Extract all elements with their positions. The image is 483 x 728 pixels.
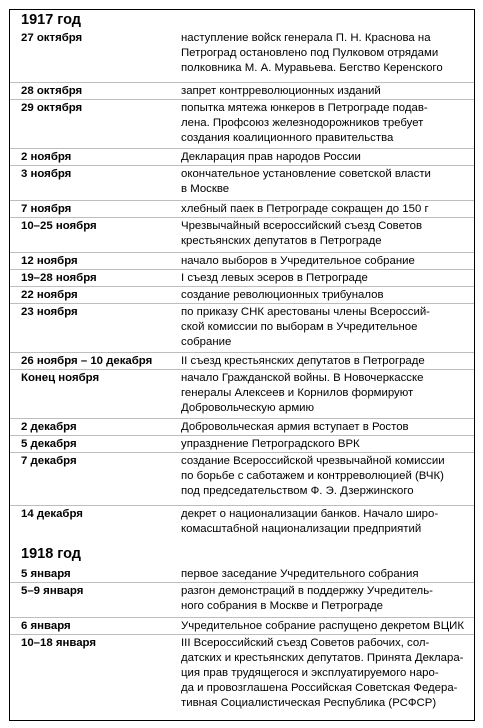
event-description: Учредительное собрание распущено декретом ВЦИК [181, 620, 464, 632]
event-date: 22 ноября [21, 289, 78, 301]
event-date: 2 ноября [21, 151, 72, 163]
event-date: 29 октября [21, 102, 83, 114]
table-row [10, 83, 474, 100]
event-date: 2 декабря [21, 421, 77, 433]
year-heading: 1917 год [21, 12, 82, 28]
event-description: Добровольческая армия вступает в Ростов [181, 421, 409, 433]
event-description: декрет о национализации банков. Начало широ- комасштабной национализации предприятий [181, 508, 439, 535]
event-date: 7 ноября [21, 203, 72, 215]
table-row [10, 218, 474, 253]
event-description: Чрезвычайный всероссийский съезд Советов крестьянских депутатов в Петрограде [181, 220, 423, 247]
event-date: 3 ноября [21, 168, 72, 180]
table-row [10, 635, 474, 715]
table-row [10, 618, 474, 635]
event-date: 23 ноября [21, 306, 78, 318]
event-description: создание Всероссийской чрезвычайной комиссии по борьбе с саботажем и контрреволюцией (ВЧК) под председательством Ф. Э. Дзержинского [181, 455, 445, 497]
event-date: 5–9 января [21, 585, 84, 597]
event-description: разгон демонстраций в поддержку Учредитель- ного собрания в Москве и Петрограде [181, 585, 433, 612]
event-description: первое заседание Учредительного собрания [181, 568, 419, 580]
table-row [10, 30, 474, 83]
event-date: 5 декабря [21, 438, 77, 450]
table-row [10, 166, 474, 201]
event-description: хлебный паек в Петрограде сокращен до 150 г [181, 203, 429, 215]
event-date: 10–18 января [21, 637, 97, 649]
event-date: 28 октября [21, 85, 83, 97]
event-date: 12 ноября [21, 255, 78, 267]
event-description: окончательное установление советской власти в Москве [181, 168, 431, 195]
table-row [10, 270, 474, 287]
event-description: попытка мятежа юнкеров в Петрограде подав- лена. Профсоюз железнодорожников требует создания коалиционного правительства [181, 102, 428, 144]
table-row [10, 253, 474, 270]
table-row [10, 583, 474, 618]
event-date: 14 декабря [21, 508, 83, 520]
event-description: III Всероссийский съезд Советов рабочих, сол- датских и крестьянских депутатов. Принята Деклара- ция прав трудящегося и эксплуатируемого наро- да и провозглашена Российская Советская Федера- тивная Социалистическая Республика (РСФСР) [181, 637, 464, 709]
event-date: 26 ноября – 10 декабря [21, 355, 153, 367]
chronology-table [9, 9, 475, 721]
year-heading: 1918 год [21, 546, 82, 562]
table-row [10, 370, 474, 419]
event-description: создание революционных трибуналов [181, 289, 384, 301]
table-row [10, 201, 474, 218]
table-row [10, 506, 474, 542]
event-description: упразднение Петроградского ВРК [181, 438, 360, 450]
event-description: I съезд левых эсеров в Петрограде [181, 272, 368, 284]
table-row [10, 304, 474, 353]
table-row [10, 149, 474, 166]
event-description: запрет контрреволюционных изданий [181, 85, 381, 97]
table-row [10, 287, 474, 304]
table-row [10, 453, 474, 506]
event-date: 5 января [21, 568, 71, 580]
event-date: 27 октября [21, 32, 83, 44]
table-row [10, 100, 474, 149]
event-description: начало выборов в Учредительное собрание [181, 255, 415, 267]
event-date: 6 января [21, 620, 71, 632]
event-description: наступление войск генерала П. Н. Краснова на Петроград остановлено под Пулковом отрядами полковника М. А. Муравьева. Бегство Керенского [181, 32, 443, 74]
event-date: Конец ноября [21, 372, 100, 384]
table-row [10, 419, 474, 436]
event-date: 19–28 ноября [21, 272, 97, 284]
event-date: 7 декабря [21, 455, 77, 467]
event-description: по приказу СНК арестованы члены Всероссий- ской комиссии по выборам в Учредительное собрание [181, 306, 430, 348]
event-description: II съезд крестьянских депутатов в Петрограде [181, 355, 425, 367]
event-description: Декларация прав народов России [181, 151, 361, 163]
table-row [10, 353, 474, 370]
table-row [10, 566, 474, 583]
table-row [10, 436, 474, 453]
event-date: 10–25 ноября [21, 220, 97, 232]
event-description: начало Гражданской войны. В Новочеркасске генералы Алексеев и Корнилов формируют Добровольческую армию [181, 372, 424, 414]
